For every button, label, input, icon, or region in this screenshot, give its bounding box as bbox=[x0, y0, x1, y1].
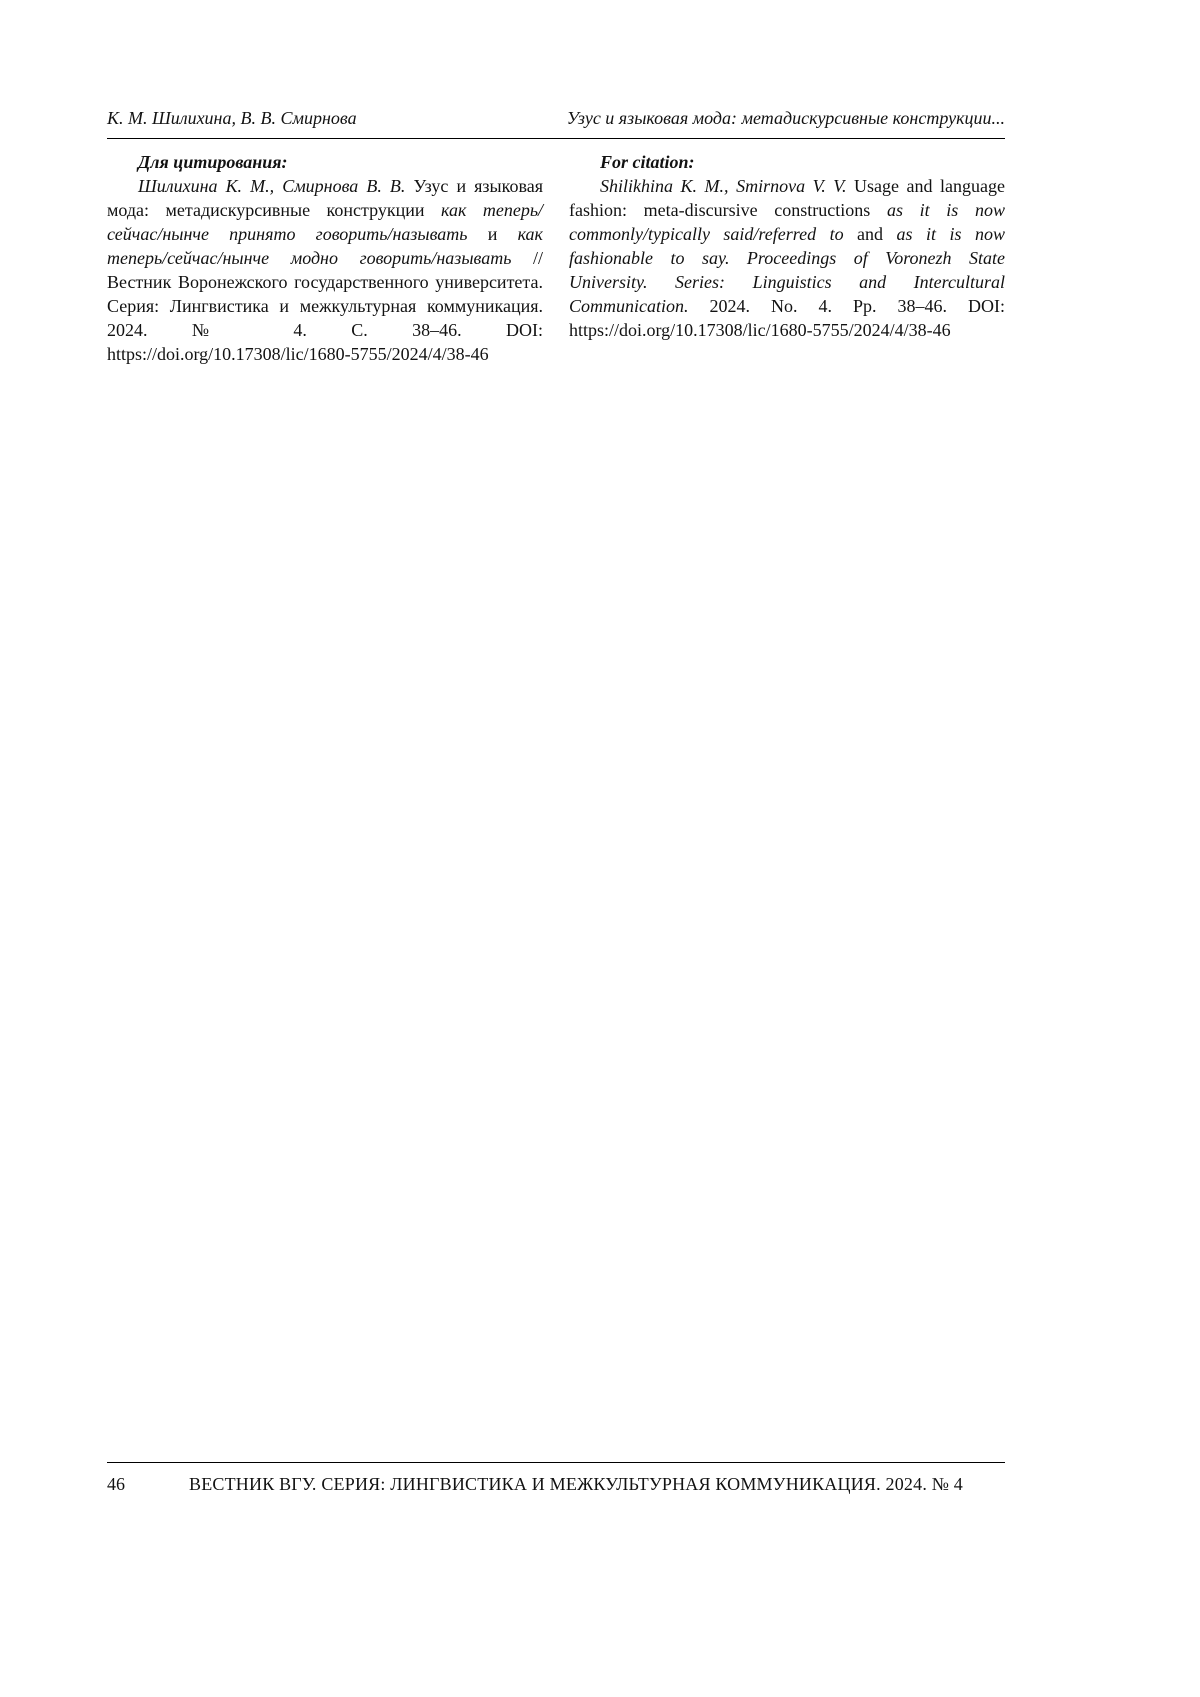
page-footer bbox=[107, 1462, 1005, 1496]
journal-footer-title: ВЕСТНИК ВГУ. СЕРИЯ: ЛИНГВИСТИКА И МЕЖКУЛЬТУРНАЯ КОММУНИКАЦИЯ. 2024. № 4 bbox=[189, 1474, 963, 1494]
running-head-authors: К. М. Шилихина, В. В. Смирнова bbox=[107, 108, 357, 128]
citation-russian-text: Шилихина К. М., Смирнова В. В. Узус и языковая мода: метадискурсивные конструкции как теперь/сейчас/нынче принято говорить/называть и как теперь/сейчас/нынче модно говорить/называть // Вестник Воронежского государственного университета. Серия: Лингвистика и межкультурная коммуникация. 2024. № 4. С. 38–46. DOI: https://doi.org/10.17308/lic/1680-5755/2024/4/38-46 bbox=[107, 176, 544, 364]
running-head-article-title: Узус и языковая мода: метадискурсивные конструкции... bbox=[566, 108, 1005, 128]
citation-english-text: Shilikhina K. M., Smirnova V. V. Usage and language fashion: meta-discursive constructions as it is now commonly/typically said/referred to and as it is now fashionable to say. Proceedings of Voronezh State University. Series: Linguistics and Intercultural Communication. 2024. No. 4. Pp. 38–46. DOI: https://doi.org/10.17308/lic/1680-5755/2024/4/38-46 bbox=[569, 176, 1005, 340]
citation-section bbox=[107, 150, 1005, 366]
citation-english-column bbox=[569, 150, 1005, 366]
citation-russian-heading: Для цитирования: bbox=[138, 152, 288, 172]
running-head bbox=[107, 106, 1005, 139]
page-number: 46 bbox=[107, 1474, 125, 1494]
citation-english-heading: For citation: bbox=[600, 152, 695, 172]
citation-russian-column bbox=[107, 150, 543, 366]
